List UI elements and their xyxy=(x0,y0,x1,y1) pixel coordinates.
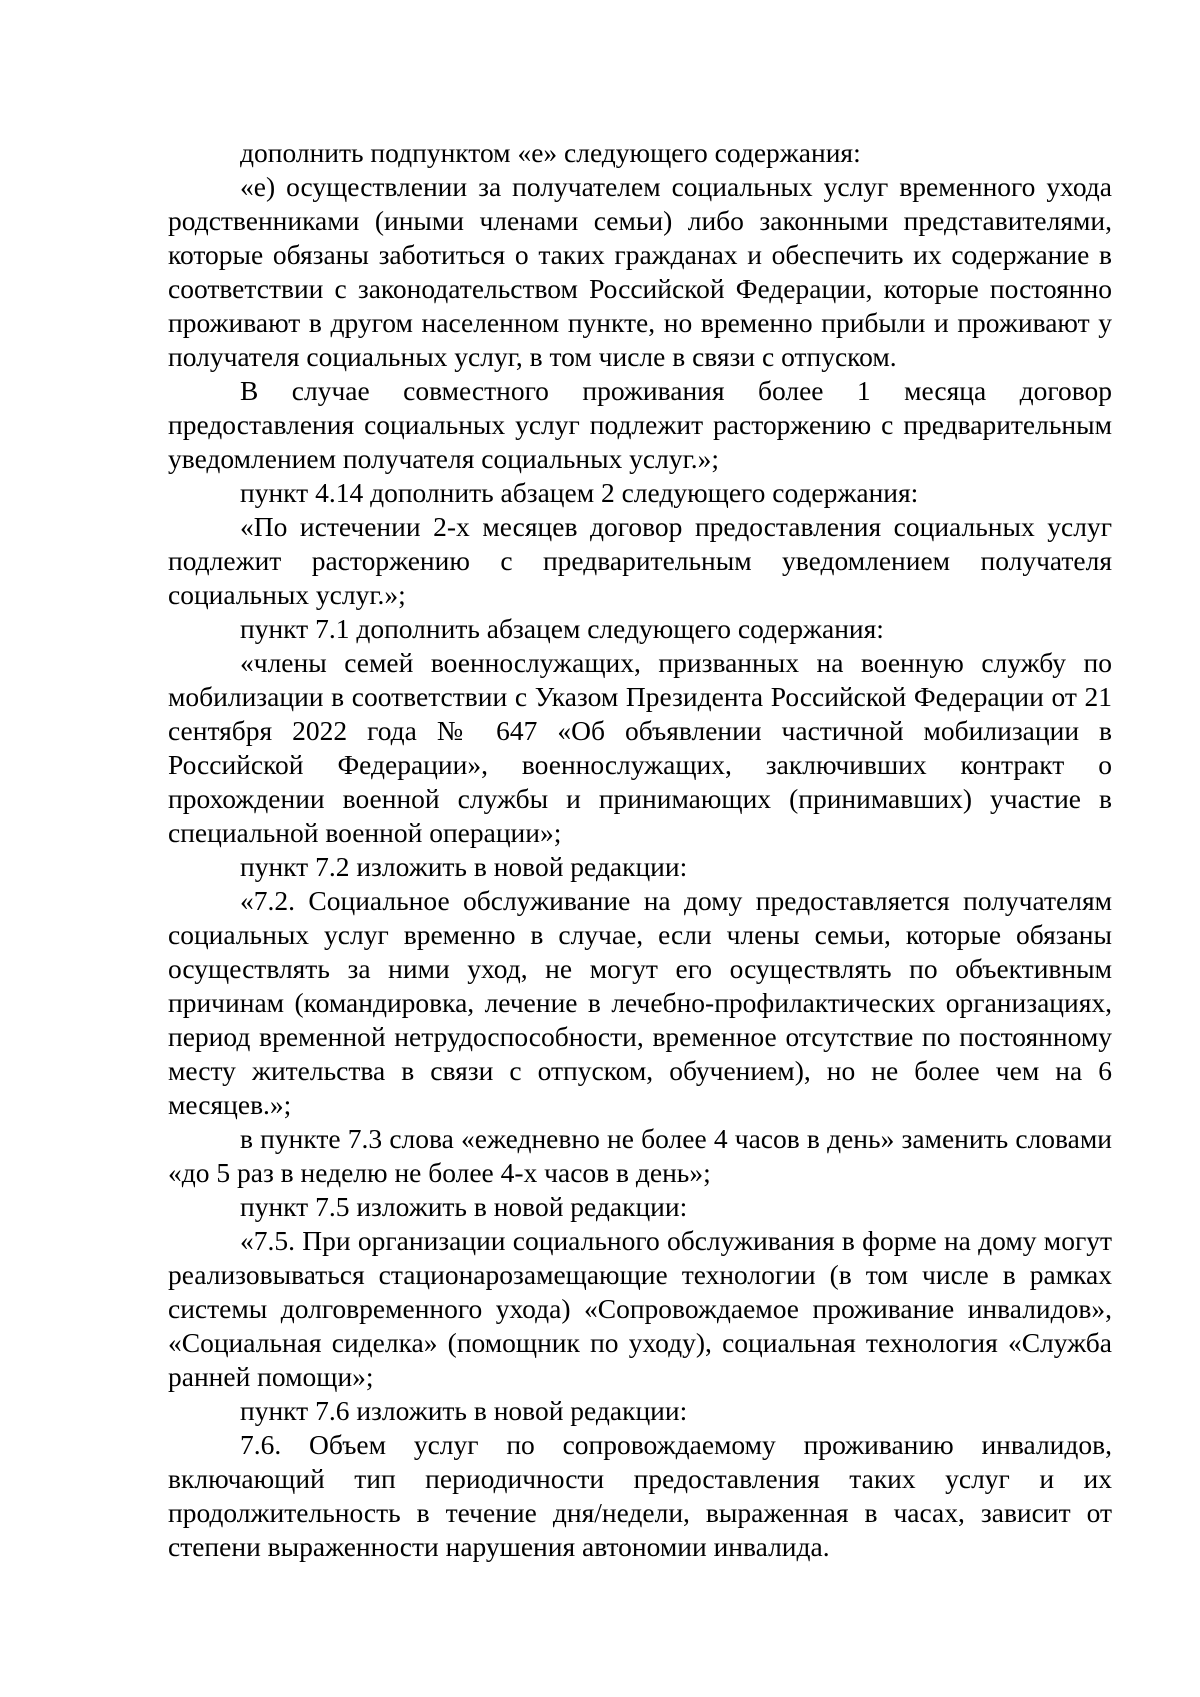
paragraph-5: «По истечении 2-х месяцев договор предоставления социальных услуг подлежит расторжению с предварительным уведомлением получателя социальных услуг.»; xyxy=(168,511,1112,610)
paragraph-9: «7.2. Социальное обслуживание на дому предоставляется получателям социальных услуг временно в случае, если члены семьи, которые обязаны осуществлять за ними уход, не могут его осуществлять по объективным причинам (командировка, лечение в лечебно-профилактических организациях, период временной нетрудоспособности, временное отсутствие по постоянному месту жительства в связи с отпуском, обучением), но не более чем на 6 месяцев.»; xyxy=(168,885,1112,1120)
paragraph-11: пункт 7.5 изложить в новой редакции: xyxy=(240,1191,688,1222)
paragraph-4: пункт 4.14 дополнить абзацем 2 следующего содержания: xyxy=(240,477,919,508)
paragraph-2: «е) осуществлении за получателем социальных услуг временного ухода родственниками (иными членами семьи) либо законными представителями, которые обязаны заботиться о таких гражданах и обеспечить их содержание в соответствии с законодательством Российской Федерации, которые постоянно проживают в другом населенном пункте, но временно прибыли и проживают у получателя социальных услуг, в том числе в связи с отпуском. xyxy=(168,171,1112,372)
paragraph-8: пункт 7.2 изложить в новой редакции: xyxy=(240,851,688,882)
paragraph-13: пункт 7.6 изложить в новой редакции: xyxy=(240,1395,688,1426)
paragraph-7: «члены семей военнослужащих, призванных на военную службу по мобилизации в соответствии с Указом Президента Российской Федерации от 21 сентября 2022 года № 647 «Об объявлении частичной мобилизации в Российской Федерации», военнослужащих, заключивших контракт о прохождении военной службы и принимающих (принимавших) участие в специальной военной операции»; xyxy=(168,647,1112,848)
paragraph-10: в пункте 7.3 слова «ежедневно не более 4 часов в день» заменить словами «до 5 раз в неделю не более 4-х часов в день»; xyxy=(168,1123,1112,1188)
paragraph-1: дополнить подпунктом «е» следующего содержания: xyxy=(240,137,861,168)
paragraph-12: «7.5. При организации социального обслуживания в форме на дому могут реализовываться стационарозамещающие технологии (в том числе в рамках системы долговременного ухода) «Сопровождаемое проживание инвалидов», «Социальная сиделка» (помощник по уходу), социальная технология «Служба ранней помощи»; xyxy=(168,1225,1112,1392)
paragraph-14: 7.6. Объем услуг по сопровождаемому проживанию инвалидов, включающий тип периодичности предоставления таких услуг и их продолжительность в течение дня/недели, выраженная в часах, зависит от степени выраженности нарушения автономии инвалида. xyxy=(168,1429,1112,1562)
document-body xyxy=(168,136,1112,1564)
paragraph-6: пункт 7.1 дополнить абзацем следующего содержания: xyxy=(240,613,884,644)
paragraph-3: В случае совместного проживания более 1 месяца договор предоставления социальных услуг подлежит расторжению с предварительным уведомлением получателя социальных услуг.»; xyxy=(168,375,1112,474)
